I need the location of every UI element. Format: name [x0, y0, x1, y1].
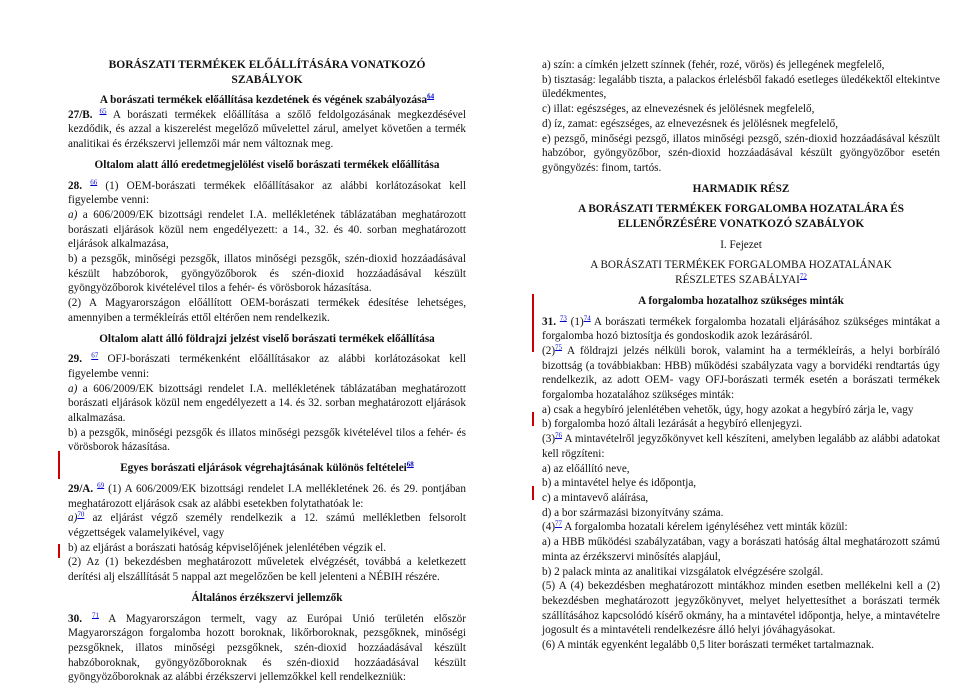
section-number: 27/B.: [68, 109, 93, 121]
paragraph-31-4: [542, 520, 940, 535]
paragraph-31-3: [542, 432, 940, 461]
heading-oem: Oltalom alatt álló eredetmegjelölést viselő borászati termékek előállítása: [68, 158, 466, 173]
paragraph-text: OFJ-borászati termékenként előállításakor az alábbi korlátozásokat kell figyelembe venni:: [68, 353, 466, 380]
left-column: [68, 58, 466, 685]
footnote-link[interactable]: 66: [90, 178, 97, 186]
footnote-link[interactable]: 76: [555, 431, 562, 439]
paragraph-29a-a: [68, 511, 466, 540]
footnote-link[interactable]: 67: [91, 352, 98, 360]
paragraph-31-4-b: b) 2 palack minta az analitikai vizsgálatok elvégzésére szolgál.: [542, 565, 940, 580]
heading-altalanos: Általános érzékszervi jellemzők: [68, 591, 466, 606]
footnote-link[interactable]: 65: [100, 107, 107, 115]
main-title-line2: SZABÁLYOK: [68, 73, 466, 88]
footnote-link[interactable]: 68: [407, 460, 414, 468]
footnote-link[interactable]: 77: [555, 520, 562, 528]
chapter-title-line2: [542, 273, 940, 288]
paragraph-31-3-b: b) a mintavétel helye és időpontja,: [542, 476, 940, 491]
paragraph-28-b: b) a pezsgők, minőségi pezsgők, illatos minőségi pezsgők, szén-dioxid hozzáadásával készült habzóborok, gyöngyözőborok és szén-dioxid hozzáadásával készült gyöngyözőborok kivételével tilos a fehér- és vörösborok házasítása.: [68, 252, 466, 296]
heading-ofj: Oltalom alatt álló földrajzi jelzést viselő borászati termékek előállítása: [68, 332, 466, 347]
change-bar: [532, 294, 534, 352]
footnote-link[interactable]: 70: [77, 511, 84, 519]
part-subtitle-line1: A BORÁSZATI TERMÉKEK FORGALOMBA HOZATALÁRA ÉS: [542, 202, 940, 217]
part-title: HARMADIK RÉSZ: [542, 182, 940, 197]
paragraph-31-6: (6) A minták egyenként legalább 0,5 liter borászati terméket tartalmaznak.: [542, 638, 940, 653]
footnote-link[interactable]: 74: [584, 314, 591, 322]
chapter-title-text: RÉSZLETES SZABÁLYAI: [675, 274, 800, 286]
paragraph-text: A mintavételről jegyzőkönyvet kell készíteni, amelyben legalább az alábbi adatokat kell rögzíteni:: [542, 433, 940, 460]
paragraph-prefix: (3): [542, 433, 555, 445]
item-label: a): [68, 512, 77, 524]
chapter-title: [542, 258, 940, 287]
main-title: [68, 58, 466, 87]
paragraph-31-4-a: a) a HBB működési szabályzatában, vagy a borászati hatóság által meghatározott számú minta az érzékszervi minősítés alapjául,: [542, 535, 940, 564]
change-bar: [532, 486, 534, 500]
change-bar: [532, 412, 534, 426]
change-bar: [58, 451, 60, 479]
chapter-label: I. Fejezet: [542, 238, 940, 253]
paragraph-29a-2: (2) Az (1) bekezdésben meghatározott műveletek elvégzését, továbbá a keletkezett derítési alj elszállítását 5 nappal azt megelőzően be kell jelenteni a NÉBIH részére.: [68, 555, 466, 584]
footnote-link[interactable]: 69: [97, 481, 104, 489]
paragraph-text: (1) OEM-borászati termékek előállításakor az alábbi korlátozásokat kell figyelembe venni:: [68, 180, 466, 207]
subtitle: [68, 93, 466, 108]
paragraph-31-2: [542, 344, 940, 403]
paragraph-31-3-a: a) az előállító neve,: [542, 462, 940, 477]
item-text: a 606/2009/EK bizottsági rendelet I.A. mellékletének táblázatában meghatározott borászati eljárások közül nem engedélyezett a 14. és 32. sorban meghatározott eljárások alkalmazása.: [68, 383, 466, 424]
paragraph-31: [542, 315, 940, 344]
paragraph-31-3-c: c) a mintavevő aláírása,: [542, 491, 940, 506]
item-b-tisztasag: b) tisztaság: legalább tiszta, a palackos érlelésből fakadó esetleges üledékektől eltekintve üledékmentes,: [542, 73, 940, 102]
paragraph-text: (1) A 606/2009/EK bizottsági rendelet I.A mellékletének 26. és 29. pontjában meghatározott eljárások csak az alábbi esetekben folytathatóak le:: [68, 483, 466, 510]
footnote-link[interactable]: 72: [800, 272, 807, 280]
paragraph-29a: [68, 482, 466, 511]
section-number: 31.: [542, 316, 556, 328]
paragraph-29: [68, 352, 466, 381]
paragraph-31-2-b: b) forgalomba hozó általi lezárását a hegybíró ellenjegyzi.: [542, 417, 940, 432]
section-number: 30.: [68, 613, 82, 625]
section-number: 29.: [68, 353, 82, 365]
right-column: [542, 58, 940, 653]
paragraph-text: A Magyarországon termelt, vagy az Európai Unió területén először Magyarországon forgalomba hozott boroknak, likőrboroknak, pezsgőknek, minőségi pezsgőknek, illatos minőségi pezsgőknek, szén-dioxid hozzáadásával készült habzóboroknak, gyöngyözőboroknak és szén-dioxid hozzáadásával készült gyöngyözőboroknak az alábbi érzékszervi jellemzőkkel kell rendelkezniük:: [68, 613, 466, 684]
item-d-iz: d) íz, zamat: egészséges, az elnevezésnek és jelölésnek megfelelő,: [542, 117, 940, 132]
footnote-link[interactable]: 75: [555, 343, 562, 351]
paragraph-text: A borászati termékek forgalomba hozatali eljárásához szükséges mintákat a forgalomba hozó biztosítja és gondoskodik azok lezárásáról.: [542, 316, 940, 343]
paragraph-31-3-d: d) a bor származási bizonyítvány száma.: [542, 506, 940, 521]
heading-egyes: [68, 461, 466, 476]
paragraph-28-2: (2) A Magyarországon előállított OEM-borászati termékek édesítése lehetséges, amennyiben a termékleírás ettől eltérően nem rendelkezik.: [68, 296, 466, 325]
item-label: a): [68, 383, 77, 395]
paragraph-text: A borászati termékek előállítása a szőlő feldolgozásának megkezdésével kezdődik, és azzal a kiszerelést megelőző művelettel zárul, amelyet követően a termék analitikai és érzékszervi jellemzői már nem változnak meg.: [68, 109, 466, 150]
change-bar: [58, 544, 60, 558]
item-label: a): [68, 209, 77, 221]
main-title-line1: BORÁSZATI TERMÉKEK ELŐÁLLÍTÁSÁRA VONATKOZÓ: [68, 58, 466, 73]
subtitle-text: A borászati termékek előállítása kezdetének és végének szabályozása: [100, 94, 427, 106]
paragraph-prefix: (2): [542, 345, 555, 357]
paragraph-28-a: [68, 208, 466, 252]
paragraph-text: A forgalomba hozatali kérelem igényléséhez vett minták közül:: [562, 521, 848, 533]
item-a-szin: a) szín: a címkén jelzett színnek (fehér, rozé, vörös) és jellegének megfelelő,: [542, 58, 940, 73]
paragraph-31-5: (5) A (4) bekezdésben meghatározott mintákhoz minden esetben mellékelni kell a (2) bekezdésben meghatározott jegyzőkönyvet, melyet helyettesíthet a borászati termék szállításához kapcsolódó kísérő okmány, ha a mintavétel időpontja, helye, a mintavételre jogosult és a mintavételi rendelkezésre álló helyi jóváhagyásokat.: [542, 579, 940, 638]
paragraph-29-a: [68, 382, 466, 426]
section-number: 29/A.: [68, 483, 93, 495]
item-c-illat: c) illat: egészséges, az elnevezésnek és jelölésnek megfelelő,: [542, 102, 940, 117]
paragraph-31-2-a: a) csak a hegybíró jelenlétében vehetők, úgy, hogy azokat a hegybíró zárja le, vagy: [542, 403, 940, 418]
paragraph-29-b: b) a pezsgők, minőségi pezsgők és illatos minőségi pezsgők kivételével tilos a fehér- és vörösborok házasítása.: [68, 426, 466, 455]
paragraph-27b: [68, 108, 466, 152]
item-text: a 606/2009/EK bizottsági rendelet I.A. mellékletének táblázatában meghatározott borászati eljárások közül nem engedélyezett: a 14., 32. és 40. sorban meghatározott eljárások alkalmazása,: [68, 209, 466, 250]
paragraph-prefix: (4): [542, 521, 555, 533]
footnote-link[interactable]: 71: [92, 611, 99, 619]
chapter-title-line1: A BORÁSZATI TERMÉKEK FORGALOMBA HOZATALÁNAK: [542, 258, 940, 273]
part-subtitle: [542, 202, 940, 231]
item-e-pezsgo: e) pezsgő, minőségi pezsgő, illatos minőségi pezsgő, szén-dioxid hozzáadásával készült habzóbor, gyöngyözőbor, szén-dioxid hozzáadásával készült gyöngyözőbor esetén gyöngyözés: finom, tartós.: [542, 132, 940, 176]
item-text: az eljárást végző személy rendelkezik a 12. számú mellékletben felsorolt végzettségek valamelyikével, vagy: [68, 512, 466, 539]
part-subtitle-line2: ELLENŐRZÉSÉRE VONATKOZÓ SZABÁLYOK: [542, 217, 940, 232]
paragraph-28: [68, 179, 466, 208]
section-number: 28.: [68, 180, 82, 192]
heading-text: Egyes borászati eljárások végrehajtásának különös feltételei: [120, 462, 407, 474]
paragraph-text: A földrajzi jelzés nélküli borok, valamint ha a termékleírás, a helyi borbíráló bizottság (a továbbiakban: HBB) működési szabályzata vagy a borvidéki rendtartás úgy rendelkezik, az adott OEM- vagy OFJ-borászati termék esetén a borászati termékek forgalomba hozatalához szükséges minták:: [542, 345, 940, 401]
footnote-link[interactable]: 64: [427, 92, 434, 100]
heading-mintak: A forgalomba hozatalhoz szükséges minták: [542, 294, 940, 309]
footnote-link[interactable]: 73: [560, 314, 567, 322]
paragraph-text: (1): [567, 316, 584, 328]
paragraph-29a-b: b) az eljárást a borászati hatóság képviselőjének jelenlétében végzik el.: [68, 541, 466, 556]
